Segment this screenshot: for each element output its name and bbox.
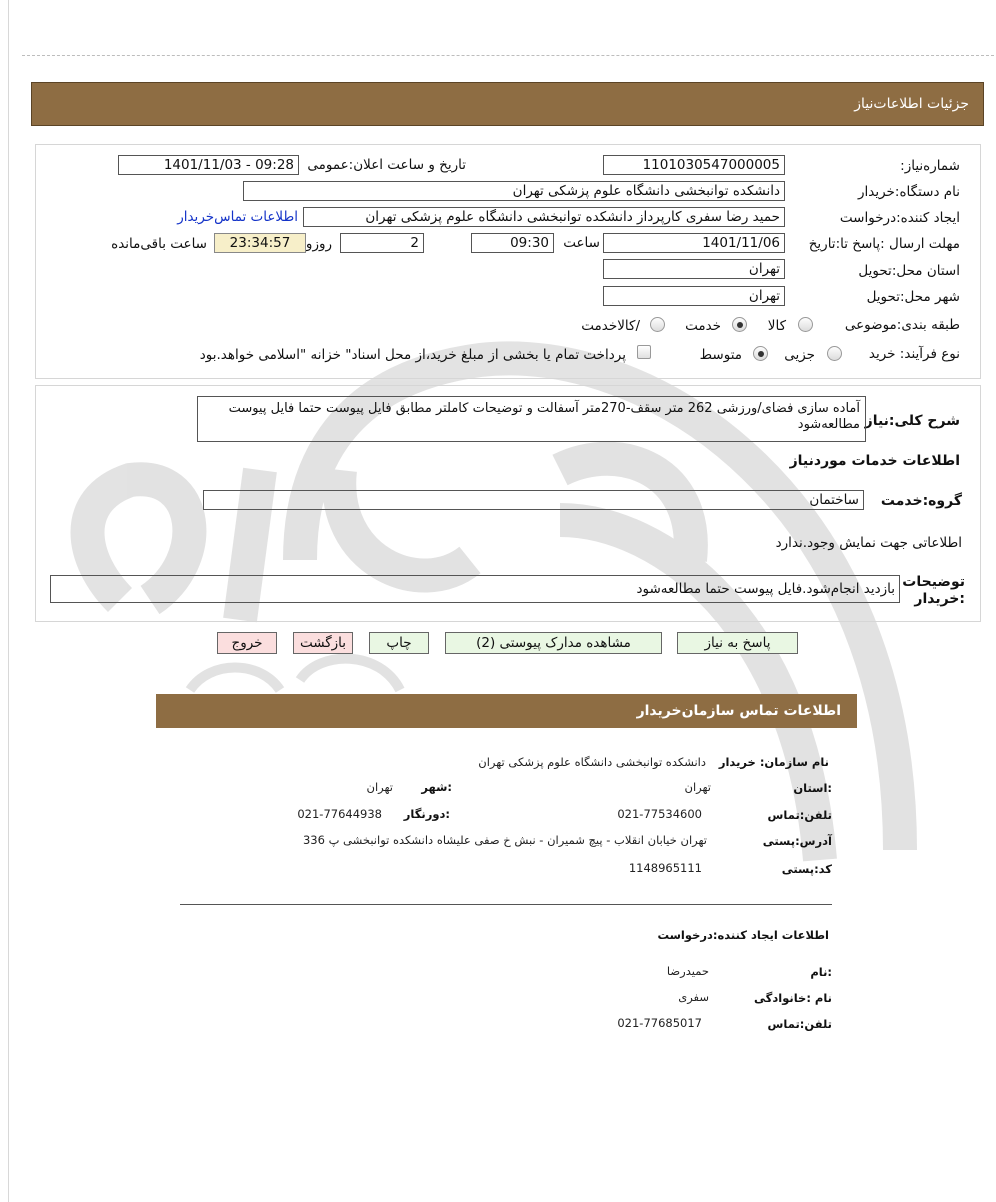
buyer-contact-header <box>156 694 857 728</box>
services-heading: اطلاعات خدمات موردنیاز <box>789 453 960 469</box>
service-group-label: گروه:خدمت <box>880 493 962 509</box>
requester-phone-label: تلفن:تماس <box>767 1017 832 1031</box>
details-header-title: جزئیات اطلاعات‌نیاز <box>854 96 969 112</box>
contact-org-value: دانشکده توانبخشی دانشگاه علوم پزشکی تهران <box>478 755 706 769</box>
need-number-field: 1101030547000005 <box>603 155 785 175</box>
treasury-payment-note: پرداخت تمام یا بخشی از مبلغ خرید،از محل اسناد" خزانه "اسلامی خواهد.بود <box>199 347 626 363</box>
days-label: روزو <box>305 236 332 252</box>
requester-family-value: سفری <box>678 990 709 1004</box>
section-divider <box>180 904 832 905</box>
deadline-time-label: ساعت <box>563 235 600 251</box>
process-partial-radio[interactable] <box>827 346 842 361</box>
buyer-notes-label: توضیحات :خریدار <box>902 574 965 607</box>
requester-name-value: حمیدرضا <box>666 964 709 978</box>
category-goods-label: کالا <box>767 318 786 334</box>
attachments-button[interactable]: مشاهده مدارک پیوستی (2) <box>445 632 662 654</box>
contact-phone-value: 021-77534600 <box>617 807 702 821</box>
need-number-label: شماره‌نیاز: <box>900 158 960 174</box>
summary-label: شرح کلی:نیاز <box>864 413 960 429</box>
province-field: تهران <box>603 259 785 279</box>
contact-postal-value: 1148965111 <box>628 861 702 875</box>
contact-fax-label: :دورنگار <box>403 807 450 821</box>
summary-box <box>197 396 866 442</box>
requester-family-label: نام :خانوادگی <box>754 991 832 1005</box>
remaining-time-label: ساعت باقی‌مانده <box>111 236 207 252</box>
deadline-time-field: 09:30 <box>471 233 554 253</box>
top-divider <box>22 55 994 56</box>
city-field: تهران <box>603 286 785 306</box>
buyer-contact-title: اطلاعات تماس سازمان‌خریدار <box>636 703 841 719</box>
contact-fax-value: 021-77644938 <box>297 807 382 821</box>
service-group-field: ساختمان <box>203 490 864 510</box>
contact-province-value: تهران <box>684 780 711 794</box>
contact-province-label: :استان <box>793 781 832 795</box>
contact-phone-label: تلفن:تماس <box>767 808 832 822</box>
buyer-contact-link[interactable]: اطلاعات تماس‌خریدار <box>177 209 298 225</box>
process-label: نوع فرآیند: خرید <box>868 346 960 362</box>
days-field: 2 <box>340 233 424 253</box>
buyer-org-label: نام دستگاه:خریدار <box>857 184 960 200</box>
announce-date-label: تاریخ و ساعت اعلان:عمومی <box>307 157 466 173</box>
announce-date-field: 1401/11/03 - 09:28 <box>118 155 299 175</box>
contact-org-label: نام سازمان: خریدار <box>718 755 829 769</box>
exit-button[interactable]: خروج <box>217 632 277 654</box>
contact-address-value: تهران خیابان انقلاب - پیچ شمیران - نبش خ صفی علیشاه دانشکده توانبخشی پ 336 <box>302 833 707 847</box>
reply-button[interactable]: پاسخ به نیاز <box>677 632 798 654</box>
process-medium-label: متوسط <box>699 347 742 363</box>
contact-city-label: :شهر <box>421 780 452 794</box>
print-button[interactable]: چاپ <box>369 632 429 654</box>
category-goods-radio[interactable] <box>798 317 813 332</box>
details-header-bar <box>31 82 984 126</box>
requester-title: اطلاعات ایجاد کننده:درخواست <box>657 928 829 942</box>
contact-postal-label: کد:پستی <box>781 862 832 876</box>
category-goods-service-label: /کالاخدمت <box>581 318 640 334</box>
buyer-notes-field: بازدید انجام‌شود.فایل پیوست حتما مطالعه‌شود <box>50 575 900 603</box>
deadline-label: مهلت ارسال :پاسخ تا:تاریخ <box>808 236 960 252</box>
contact-address-label: آدرس:پستی <box>762 834 832 848</box>
requester-name-label: :نام <box>810 965 832 979</box>
treasury-payment-checkbox[interactable] <box>637 345 651 359</box>
category-service-radio[interactable] <box>732 317 747 332</box>
creator-label: ایجاد کننده:درخواست <box>839 210 960 226</box>
creator-field: حمید رضا سفری کارپرداز دانشکده توانبخشی دانشگاه علوم پزشکی تهران <box>303 207 785 227</box>
contact-city-value: تهران <box>366 780 393 794</box>
remaining-time-display: 23:34:57 <box>214 233 306 253</box>
province-label: استان محل:تحویل <box>858 263 960 279</box>
no-info-text: اطلاعاتی جهت نمایش وجود.ندارد <box>775 535 962 551</box>
buyer-org-field: دانشکده توانبخشی دانشگاه علوم پزشکی تهران <box>243 181 785 201</box>
page-left-border <box>8 0 9 1202</box>
category-service-label: خدمت <box>685 318 721 334</box>
back-button[interactable]: بازگشت <box>293 632 353 654</box>
summary-text: آماده سازی فضای/ورزشی 262 متر سقف-270متر آسفالت و توضیحات کاملتر مطابق فایل پیوست حتما فایل پیوست مطالعه‌شود <box>228 401 860 432</box>
requester-phone-value: 021-77685017 <box>617 1016 702 1030</box>
category-label: طبقه بندی:موضوعی <box>844 317 960 333</box>
deadline-date-field: 1401/11/06 <box>603 233 785 253</box>
category-goods-service-radio[interactable] <box>650 317 665 332</box>
need-info-panel <box>35 144 981 379</box>
city-label: شهر محل:تحویل <box>866 289 960 305</box>
process-medium-radio[interactable] <box>753 346 768 361</box>
process-partial-label: جزیی <box>784 347 815 363</box>
